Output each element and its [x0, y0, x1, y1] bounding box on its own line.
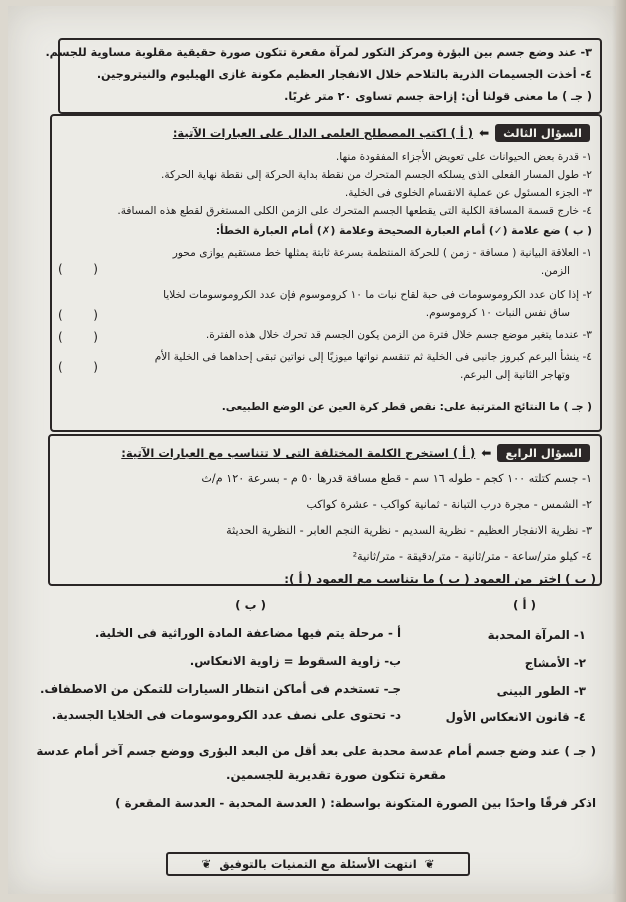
- footer-text: انتهت الأسئلة مع التمنيات بالتوفيق: [219, 857, 417, 871]
- q3-b-item-3: ٣- عندما يتغير موضع جسم خلال فترة من الزمن يكون الجسم قد تحرك خلال هذه الفترة.: [205, 329, 592, 341]
- ornament-icon: ❦: [201, 857, 212, 871]
- question-3-label: السؤال الثالث: [495, 124, 590, 142]
- q3-part-b-title: ( ب ) ضع علامة (✓) أمام العبارة الصحيحة وعلامة (✗) أمام العبارة الخطأ:: [215, 225, 592, 237]
- q4-part-c-line-3: اذكر فرقًا واحدًا بين الصورة المتكونة بواسطة: ( العدسة المحدبة - العدسة المقعرة ): [115, 796, 596, 810]
- q3-b-item-4: ٤- ينشأ البرعم كبروز جانبى فى الخلية ثم تنقسم نواتها ميوزيًا إلى نواتين تبقى إحداهما فى الخلية الأم: [154, 351, 592, 363]
- col-b-item-b: ب- زاوية السقوط = زاوية الانعكاس.: [189, 654, 401, 668]
- col-a-item-1: ١- المرآة المحدبة: [487, 628, 586, 642]
- q4-a-item-1: ١- جسم كتلته ١٠٠ كجم - طوله ١٦ سم - قطع مسافة قدرها ٥٠ م - بسرعة ١٢٠ م/ث: [201, 472, 592, 485]
- q3-a-item-2: ٢- طول المسار الفعلى الذى يسلكه الجسم المتحرك من نقطة بداية الحركة إلى نقطة نهاية الحركة.: [161, 169, 592, 181]
- question-4-part-a-title: ( أ ) استخرج الكلمة المختلفة التى لا تتناسب مع العبارات الآتية:: [121, 446, 476, 460]
- q3-b-answer-1[interactable]: ( ): [58, 262, 98, 276]
- question-4-box: [48, 434, 602, 586]
- column-b-header: ( ب ): [235, 598, 266, 612]
- ornament-icon: ❦: [424, 857, 435, 871]
- question-4-label: السؤال الرابع: [497, 444, 590, 462]
- q3-b-answer-4[interactable]: ( ): [58, 360, 98, 374]
- q3-b-answer-2[interactable]: ( ): [58, 308, 98, 322]
- question-3-box: [50, 114, 602, 432]
- q3-a-item-4: ٤- خارج قسمة المسافة الكلية التى يقطعها الجسم المتحرك على الزمن الكلى المستغرق لقطع هذه المسافة.: [117, 205, 592, 217]
- statement-4: ٤- أخذت الجسيمات الذرية بالتلاحم خلال الانفجار العظيم مكونة غازى الهيليوم والنيتروجين.: [96, 68, 592, 81]
- question-c-meaning: ( جـ ) ما معنى قولنا أن: إزاحة جسم تساوى ٢٠ متر غربًا.: [284, 90, 592, 103]
- exam-sheet: [8, 6, 616, 894]
- page-edge-shadow: [612, 0, 626, 902]
- q3-b-item-1: ١- العلاقة البيانية ( مسافة - زمن ) للحركة المنتظمة بسرعة ثابتة يمثلها خط مستقيم يوازى محور: [172, 247, 592, 259]
- q3-b-item-1-cont: الزمن.: [540, 265, 570, 277]
- column-a-header: ( أ ): [512, 598, 536, 612]
- arrow-left-icon: ⬅: [481, 446, 492, 460]
- q3-b-item-2: ٢- إذا كان عدد الكروموسومات فى حبة لقاح نبات ما ١٠ كروموسوم فإن عدد الكروموسومات لخلايا: [163, 289, 592, 301]
- q4-part-b-title: ( ب ) اختر من العمود ( ب ) ما يتناسب مع العمود ( أ ):: [284, 572, 596, 586]
- q4-a-item-2: ٢- الشمس - مجرة درب التبانة - ثمانية كواكب - عشرة كواكب: [306, 498, 592, 511]
- col-b-item-d: د- تحتوى على نصف عدد الكروموسومات فى الخلايا الجسدية.: [51, 708, 401, 722]
- q4-a-item-3: ٣- نظرية الانفجار العظيم - نظرية السديم - نظرية النجم العابر - النظرية الحديثة: [226, 524, 592, 537]
- col-a-item-4: ٤- قانون الانعكاس الأول: [445, 710, 586, 724]
- q4-a-item-4: ٤- كيلو متر/ساعة - متر/ثانية - متر/دقيقة - متر/ثانية²: [352, 550, 592, 563]
- q4-part-c-line-2: مقعرة تتكون صورة تقديرية للجسمين.: [226, 768, 446, 782]
- col-b-item-a: أ - مرحلة يتم فيها مضاعفة المادة الوراثية فى الخلية.: [94, 626, 401, 640]
- col-a-item-3: ٣- الطور البينى: [496, 684, 586, 698]
- col-a-item-2: ٢- الأمشاج: [524, 656, 586, 670]
- arrow-left-icon: ⬅: [479, 126, 490, 140]
- q3-part-c: ( جـ ) ما النتائج المترتبة على: نقص قطر كرة العين عن الوضع الطبيعى.: [221, 401, 592, 413]
- section-continuation-box: [45, 38, 602, 114]
- q3-b-answer-3[interactable]: ( ): [58, 330, 98, 344]
- q3-a-item-3: ٣- الجزء المسئول عن عملية الانقسام الخلوى فى الخلية.: [344, 187, 592, 199]
- col-b-item-c: جـ- تستخدم فى أماكن انتظار السيارات للتمكن من الاصطفاف.: [39, 682, 401, 696]
- question-3-header: [173, 124, 590, 142]
- statement-3: ٣- عند وضع جسم بين البؤرة ومركز التكور لمرآة مقعرة تتكون صورة حقيقية مقلوبة مساوية للجسم.: [45, 46, 592, 59]
- q3-b-item-4-cont: وتهاجر الثانية إلى البرعم.: [459, 369, 570, 381]
- q3-a-item-1: ١- قدرة بعض الحيوانات على تعويض الأجزاء المفقودة منها.: [335, 151, 592, 163]
- q3-b-item-2-cont: ساق نفس النبات ١٠ كروموسوم.: [425, 307, 570, 319]
- footer-banner: [166, 852, 470, 876]
- q4-part-c-line-1: ( جـ ) عند وضع جسم أمام عدسة محدبة على بعد أقل من البعد البؤرى ووضع جسم آخر أمام عدسة: [36, 744, 596, 758]
- question-3-part-a-title: ( أ ) اكتب المصطلح العلمى الدال على العبارات الآتية:: [172, 126, 474, 140]
- question-4-header: [121, 444, 590, 462]
